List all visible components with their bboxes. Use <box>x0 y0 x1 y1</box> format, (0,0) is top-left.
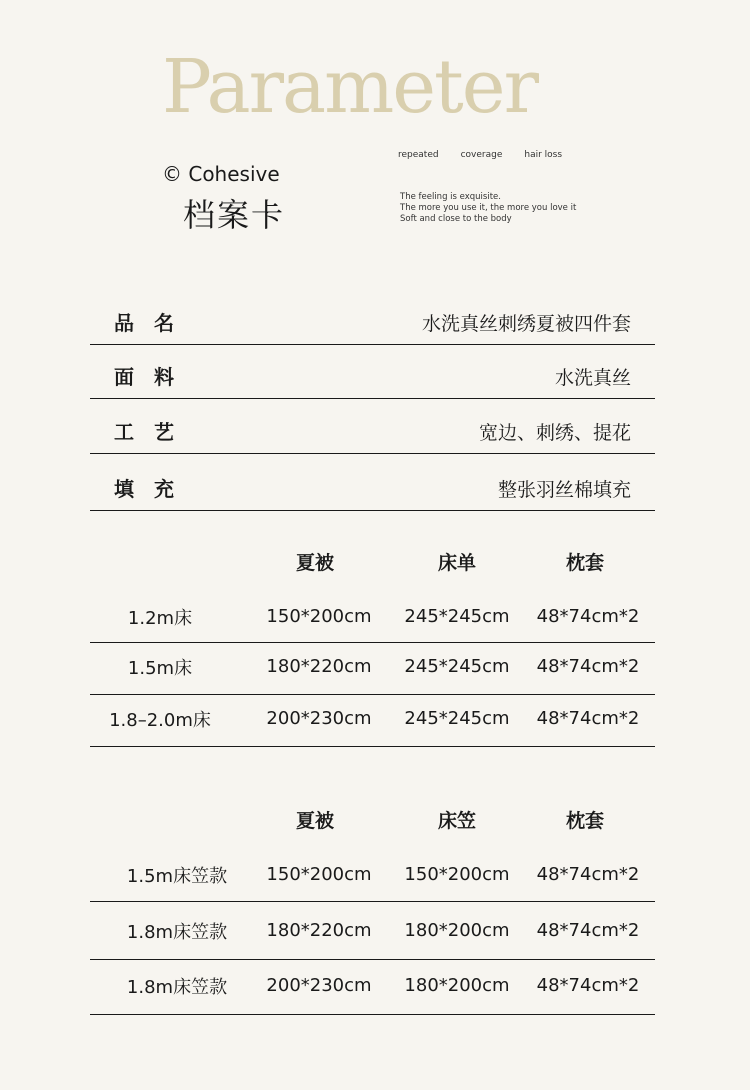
table-cell: 180*220cm <box>266 920 372 941</box>
column-header: 枕套 <box>565 552 604 574</box>
table-cell: 48*74cm*2 <box>536 656 640 677</box>
info-label: 工艺 <box>114 420 194 444</box>
tag-coverage: coverage <box>460 150 503 160</box>
table-cell: 150*200cm <box>404 864 510 885</box>
row-label: 1.8m床笠款 <box>126 977 228 998</box>
page-subtitle: 档案卡 <box>183 196 286 234</box>
table-row <box>90 901 655 960</box>
row-label: 1.2m床 <box>127 608 193 629</box>
row-label: 1.5m床 <box>127 658 193 679</box>
table-row <box>90 642 655 695</box>
table-cell: 245*245cm <box>404 708 510 729</box>
tagline <box>400 192 576 225</box>
table-row <box>90 588 655 643</box>
tag-hair-loss: hair loss <box>524 150 563 160</box>
column-header: 夏被 <box>295 552 334 574</box>
info-label: 面料 <box>114 365 194 389</box>
info-label: 填充 <box>114 477 194 501</box>
tagline-line: The feeling is exquisite. <box>400 192 501 202</box>
table-row <box>90 846 655 902</box>
column-header: 床单 <box>437 552 476 574</box>
table-cell: 48*74cm*2 <box>536 920 640 941</box>
info-row-craft <box>90 398 655 454</box>
table-cell: 48*74cm*2 <box>536 708 640 729</box>
table-cell: 48*74cm*2 <box>536 975 640 996</box>
tagline-line: Soft and close to the body <box>400 214 512 224</box>
column-header: 夏被 <box>295 810 334 832</box>
feature-tags <box>398 150 584 160</box>
table-cell: 150*200cm <box>266 606 372 627</box>
tagline-line: The more you use it, the more you love it <box>400 203 577 213</box>
brand-name: © Cohesive <box>162 162 280 186</box>
table-cell: 48*74cm*2 <box>536 606 640 627</box>
table-cell: 200*230cm <box>266 975 372 996</box>
table-cell: 180*200cm <box>404 975 510 996</box>
row-label: 1.8m床笠款 <box>126 922 228 943</box>
table-header <box>90 806 655 846</box>
page-title: Parameter <box>162 44 537 130</box>
table-cell: 150*200cm <box>266 864 372 885</box>
table-row <box>90 959 655 1015</box>
info-label: 品名 <box>114 311 194 335</box>
row-label: 1.8–2.0m床 <box>109 710 211 731</box>
table-cell: 245*245cm <box>404 606 510 627</box>
table-row <box>90 694 655 747</box>
table-header <box>90 548 655 588</box>
table-cell: 48*74cm*2 <box>536 864 640 885</box>
table-cell: 180*220cm <box>266 656 372 677</box>
table-cell: 180*200cm <box>404 920 510 941</box>
info-row-filling <box>90 453 655 511</box>
column-header: 床笠 <box>437 810 476 832</box>
row-label: 1.5m床笠款 <box>126 866 228 887</box>
tag-repeated: repeated <box>398 150 439 160</box>
column-header: 枕套 <box>565 810 604 832</box>
table-cell: 245*245cm <box>404 656 510 677</box>
info-value: 宽边、刺绣、提花 <box>478 422 631 444</box>
info-row-fabric <box>90 344 655 399</box>
info-value: 水洗真丝 <box>554 367 631 389</box>
table-cell: 200*230cm <box>266 708 372 729</box>
info-value: 整张羽丝棉填充 <box>497 479 631 501</box>
info-value: 水洗真丝刺绣夏被四件套 <box>421 313 631 335</box>
info-row-name <box>90 290 655 345</box>
